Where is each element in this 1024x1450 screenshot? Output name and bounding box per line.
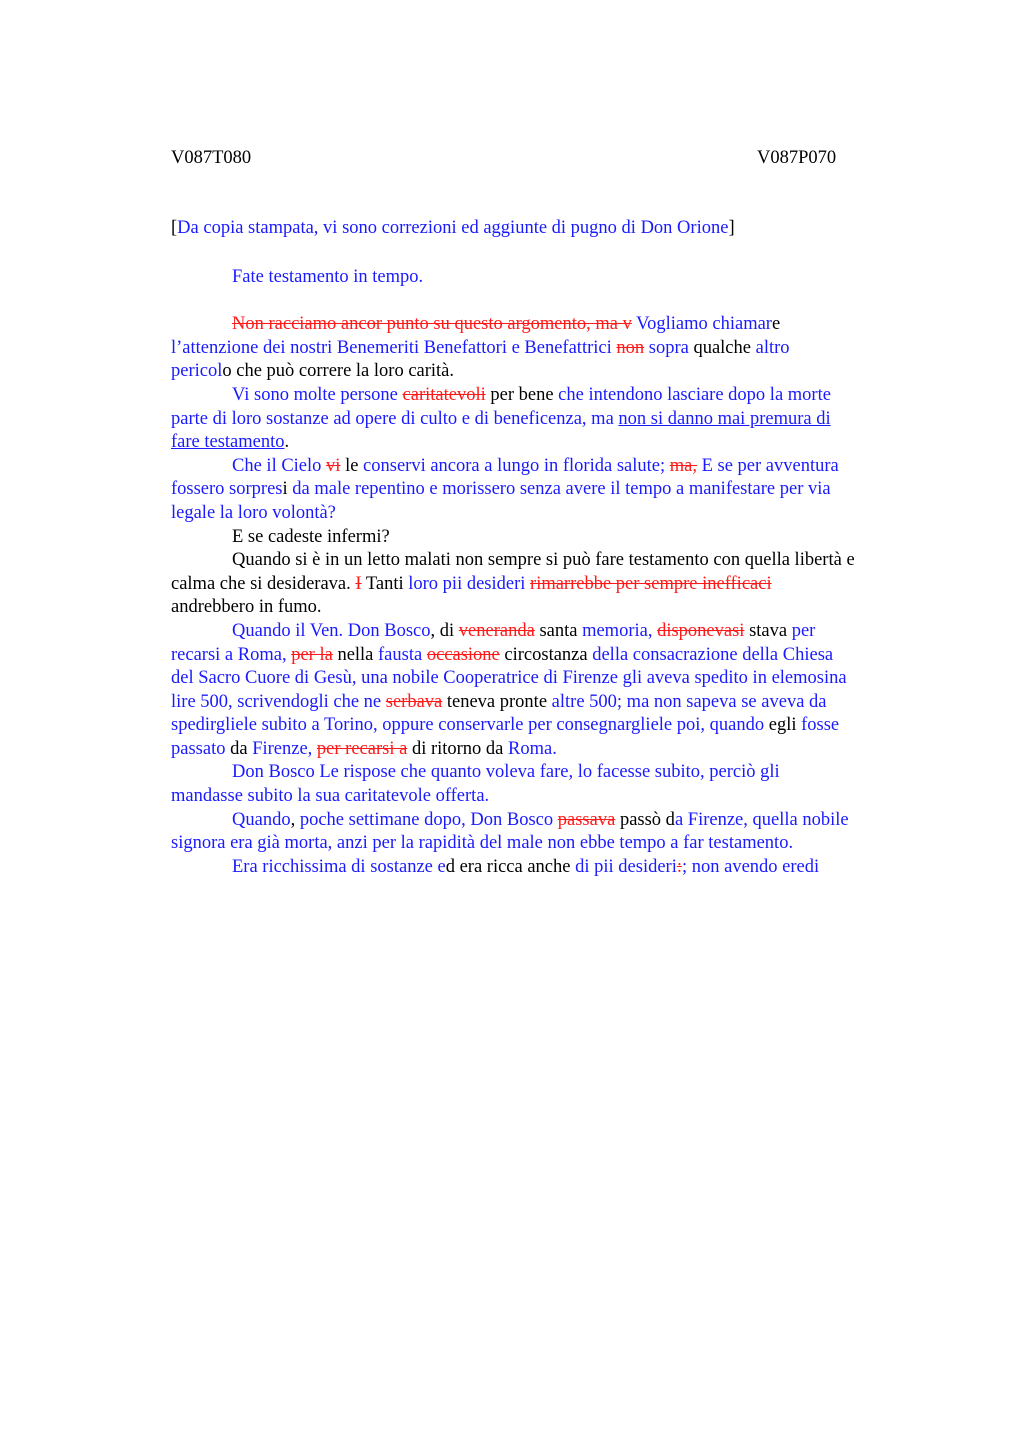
deleted-text: I — [355, 573, 362, 594]
inserted-text: Firenze, — [252, 738, 317, 759]
inserted-text: che intendono lasciare dopo la morte — [558, 384, 831, 405]
inserted-text: legale la loro volontà? — [171, 502, 336, 523]
original-text: Quando si è in un letto malati non sempre si può fare testamento con quella libertà e — [232, 550, 855, 571]
paragraph — [171, 526, 931, 550]
original-text: d era ricca anche — [445, 856, 576, 877]
inserted-text: Era ricchissima di sostanze e — [232, 856, 446, 877]
inserted-text: Don Bosco Le rispose che quanto voleva fare, lo facesse subito, perciò gli — [232, 762, 780, 783]
deleted-text: non — [616, 337, 645, 358]
original-text: di ritorno da — [407, 738, 509, 759]
inserted-text: sopra — [644, 337, 694, 358]
paragraph — [171, 549, 931, 620]
deleted-text: ma, — [669, 455, 697, 476]
original-text: teneva pronte — [442, 691, 552, 712]
deleted-text: occasione — [426, 644, 500, 665]
paragraph-list — [171, 313, 931, 879]
editorial-note — [171, 217, 931, 241]
document-code-left: V087T080 — [171, 148, 252, 168]
original-text: santa — [534, 620, 583, 641]
original-text: e — [771, 314, 781, 335]
inserted-text: mandasse subito la sua caritatevole offerta. — [171, 786, 490, 807]
paragraph — [171, 313, 931, 384]
inserted-text: signora era già morta, anzi per la rapidità del male non ebbe tempo a far testamento. — [171, 833, 794, 854]
underlined-text: fare testamento — [171, 432, 285, 453]
original-text: , — [290, 809, 300, 830]
deleted-text: disponevasi — [657, 620, 745, 641]
paragraph — [171, 761, 931, 808]
deleted-text: per la — [291, 644, 333, 665]
inserted-text: Vogliamo chiamar — [631, 314, 772, 335]
inserted-text: altre 500; ma non sapeva se aveva da — [551, 691, 827, 712]
inserted-text: a Firenze, quella nobile — [674, 809, 849, 830]
inserted-text: di pii desideri — [575, 856, 677, 877]
inserted-text: memoria, — [582, 620, 658, 641]
inserted-text: Vi sono molte persone — [232, 384, 403, 405]
deleted-text: veneranda — [458, 620, 535, 641]
note-text: Da copia stampata, vi sono correzioni ed aggiunte di pugno di Don Orione — [177, 218, 729, 238]
inserted-text: della consacrazione della Chiesa — [592, 644, 834, 665]
inserted-text: passato — [171, 738, 231, 759]
document-body — [171, 217, 931, 879]
original-text: passò d — [615, 809, 675, 830]
inserted-text: parte di loro sostanze ad opere di culto e di beneficenza, ma — [171, 408, 619, 429]
inserted-text: altro — [755, 337, 790, 358]
inserted-text: Roma. — [508, 738, 557, 759]
inserted-text: Quando — [232, 809, 291, 830]
inserted-text: spedirgliele subito a Torino, oppure conservarle per consegnargliele poi, quando — [171, 715, 769, 736]
inserted-text: recarsi a Roma, — [171, 644, 292, 665]
original-text: o che può correre la loro carità. — [222, 361, 455, 382]
inserted-text: fossero sorpres — [171, 479, 283, 500]
paragraph — [171, 620, 931, 762]
original-text: qualche — [693, 337, 756, 358]
paragraph — [171, 856, 931, 880]
deleted-text: : — [676, 856, 682, 877]
paragraph — [171, 809, 931, 856]
inserted-text: lire 500, scrivendogli che ne — [171, 691, 386, 712]
original-text: andrebbero in fumo. — [171, 597, 322, 618]
inserted-text: poche settimane dopo, Don Bosco — [299, 809, 558, 830]
deleted-text: per recarsi a — [316, 738, 408, 759]
original-text: i — [282, 479, 288, 500]
deleted-text: Non racciamo ancor punto su questo argomento, ma v — [232, 314, 632, 335]
deleted-text: caritatevoli — [402, 384, 486, 405]
note-open-bracket: [ — [171, 218, 178, 238]
inserted-text: fausta — [378, 644, 427, 665]
original-text: egli — [768, 715, 802, 736]
document-title: Fate testamento in tempo. — [232, 266, 424, 287]
original-text: calma che si desiderava. — [171, 573, 356, 594]
original-text: da — [230, 738, 253, 759]
deleted-text: rimarrebbe per sempre inefficaci — [530, 573, 772, 594]
underlined-text: non si danno mai premura di — [618, 408, 831, 429]
original-text: stava — [744, 620, 792, 641]
inserted-text: ; non avendo eredi — [681, 856, 820, 877]
original-text: nella — [332, 644, 379, 665]
inserted-text: per — [791, 620, 816, 641]
original-text: Tanti — [361, 573, 409, 594]
inserted-text: Quando il Ven. Don Bosco — [232, 620, 431, 641]
inserted-text: conservi ancora a lungo in florida salute; — [363, 455, 670, 476]
paragraph — [171, 384, 931, 455]
original-text: circostanza — [499, 644, 593, 665]
inserted-text: del Sacro Cuore di Gesù, una nobile Cooperatrice di Firenze gli aveva spedito in elemosina — [171, 668, 847, 689]
inserted-text: loro pii desideri — [408, 573, 531, 594]
original-text: . — [284, 432, 290, 453]
original-text: per bene — [485, 384, 559, 405]
deleted-text: serbava — [385, 691, 443, 712]
document-code-right: V087P070 — [757, 148, 837, 168]
inserted-text: l’attenzione dei nostri Benemeriti Benefattori e Benefattrici — [171, 337, 617, 358]
note-close-bracket: ] — [728, 218, 735, 238]
inserted-text: E se per avventura — [696, 455, 839, 476]
inserted-text: Che il Cielo — [232, 455, 327, 476]
deleted-text: vi — [326, 455, 341, 476]
inserted-text: fosse — [801, 715, 840, 736]
inserted-text: pericol — [171, 361, 223, 382]
original-text: E se cadeste infermi? — [232, 526, 390, 547]
paragraph — [171, 455, 931, 526]
inserted-text: da male repentino e morissero senza avere il tempo a manifestare per via — [287, 479, 831, 500]
original-text: , di — [430, 620, 459, 641]
deleted-text: passava — [557, 809, 616, 830]
original-text: le — [340, 455, 364, 476]
